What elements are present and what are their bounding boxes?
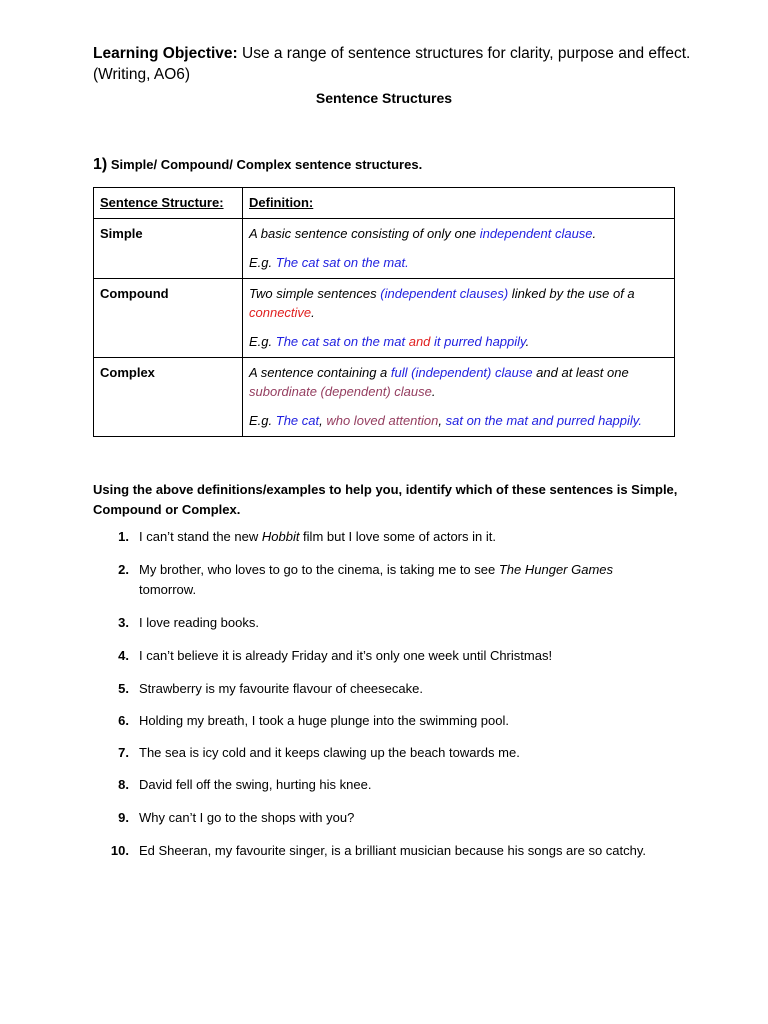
header-cell-structure [94, 188, 243, 219]
structure-name: Compound [100, 286, 169, 301]
question-text: film but I love some of actors in it. [299, 529, 496, 544]
example-text [249, 253, 668, 272]
definition-text [249, 224, 668, 243]
question-item [93, 711, 673, 731]
question-item [93, 841, 673, 861]
question-number: 7. [118, 745, 129, 760]
text-segment: and [408, 334, 431, 349]
table-row [94, 219, 675, 279]
question-item [93, 646, 673, 666]
question-text: David fell off the swing, hurting his knee. [139, 777, 372, 792]
structure-name-cell [94, 279, 243, 358]
structure-name-cell [94, 219, 243, 279]
question-text: Why can’t I go to the shops with you? [139, 810, 355, 825]
text-segment: (independent clauses) [380, 286, 509, 301]
section-heading-text: Simple/ Compound/ Complex sentence structures. [107, 157, 423, 172]
text-segment: E.g. [249, 255, 276, 270]
question-item [93, 613, 673, 633]
text-segment: A sentence containing a [249, 365, 391, 380]
question-text: Strawberry is my favourite flavour of cheesecake. [139, 681, 423, 696]
question-text: My brother, who loves to go to the cinema, is taking me to see [139, 562, 499, 577]
question-number: 5. [118, 681, 129, 696]
structure-name: Complex [100, 365, 155, 380]
text-segment: sat on the mat and purred happily. [445, 413, 642, 428]
question-item [93, 808, 673, 828]
text-segment: Two simple sentences [249, 286, 381, 301]
text-segment: . [525, 334, 530, 349]
text-segment: connective [249, 305, 312, 320]
text-segment: full (independent) clause [390, 365, 533, 380]
instructions: Using the above definitions/examples to help you, identify which of these sentences is Simple, Compound or Complex. [93, 482, 678, 517]
question-number: 2. [118, 562, 129, 577]
table-row [94, 279, 675, 358]
question-text: Ed Sheeran, my favourite singer, is a brilliant musician because his songs are so catchy. [139, 843, 647, 858]
learning-objective-text: Use a range of sentence structures for clarity, purpose and effect. (Writing, AO6) [93, 45, 691, 83]
section-heading [93, 156, 422, 174]
question-text: I can’t stand the new [139, 529, 262, 544]
page-title: Sentence Structures [315, 90, 453, 106]
question-text: The Hunger Games [498, 562, 614, 577]
section-number: 1) [93, 156, 108, 173]
question-item [93, 560, 673, 600]
question-item [93, 775, 673, 795]
text-segment: The cat sat on the mat [275, 334, 409, 349]
text-segment: , [319, 413, 327, 428]
question-item [93, 679, 673, 699]
text-segment: A basic sentence consisting of only one [249, 226, 480, 241]
text-segment: E.g. [249, 334, 276, 349]
header-definition-label: Definition: [249, 195, 314, 210]
table-header-row [94, 188, 675, 219]
question-item [93, 527, 673, 547]
text-segment: . [311, 305, 315, 320]
structure-name: Simple [100, 226, 143, 241]
definition-text [249, 363, 668, 401]
definition-cell [243, 279, 675, 358]
text-segment: . [431, 384, 436, 399]
text-segment: independent clause [479, 226, 593, 241]
question-number: 9. [118, 810, 129, 825]
text-segment: The cat sat on the mat. [275, 255, 409, 270]
header-cell-definition [243, 188, 675, 219]
question-number: 4. [118, 648, 129, 663]
question-text: I can’t believe it is already Friday and it’s only one week until Christmas! [139, 648, 553, 663]
question-text: tomorrow. [139, 582, 197, 597]
question-list [93, 527, 673, 861]
question-text: The sea is icy cold and it keeps clawing up the beach towards me. [139, 745, 520, 760]
question-text: I love reading books. [139, 615, 259, 630]
text-segment: E.g. [249, 413, 276, 428]
definitions-table [93, 187, 675, 437]
question-item [93, 743, 673, 763]
question-text: Hobbit [261, 529, 300, 544]
learning-objective-label: Learning Objective: [93, 45, 238, 62]
question-number: 10. [110, 843, 129, 858]
example-text [249, 411, 668, 430]
text-segment: who loved attention [326, 413, 439, 428]
question-number: 8. [118, 777, 129, 792]
example-text [249, 332, 668, 351]
question-number: 6. [118, 713, 129, 728]
text-segment: linked by the use of a [508, 286, 635, 301]
definition-cell [243, 219, 675, 279]
text-segment: The cat [275, 413, 320, 428]
text-segment: , [438, 413, 446, 428]
question-text: Holding my breath, I took a huge plunge into the swimming pool. [139, 713, 509, 728]
definition-cell [243, 358, 675, 437]
question-number: 3. [118, 615, 129, 630]
text-segment: and at least one [532, 365, 629, 380]
structure-name-cell [94, 358, 243, 437]
question-number: 1. [118, 529, 129, 544]
definition-text [249, 284, 668, 322]
text-segment: subordinate (dependent) clause [249, 384, 432, 399]
header-structure-label: Sentence Structure: [100, 195, 224, 210]
text-segment: . [592, 226, 597, 241]
table-row [94, 358, 675, 437]
learning-objective [93, 43, 693, 85]
text-segment: it purred happily [430, 334, 526, 349]
